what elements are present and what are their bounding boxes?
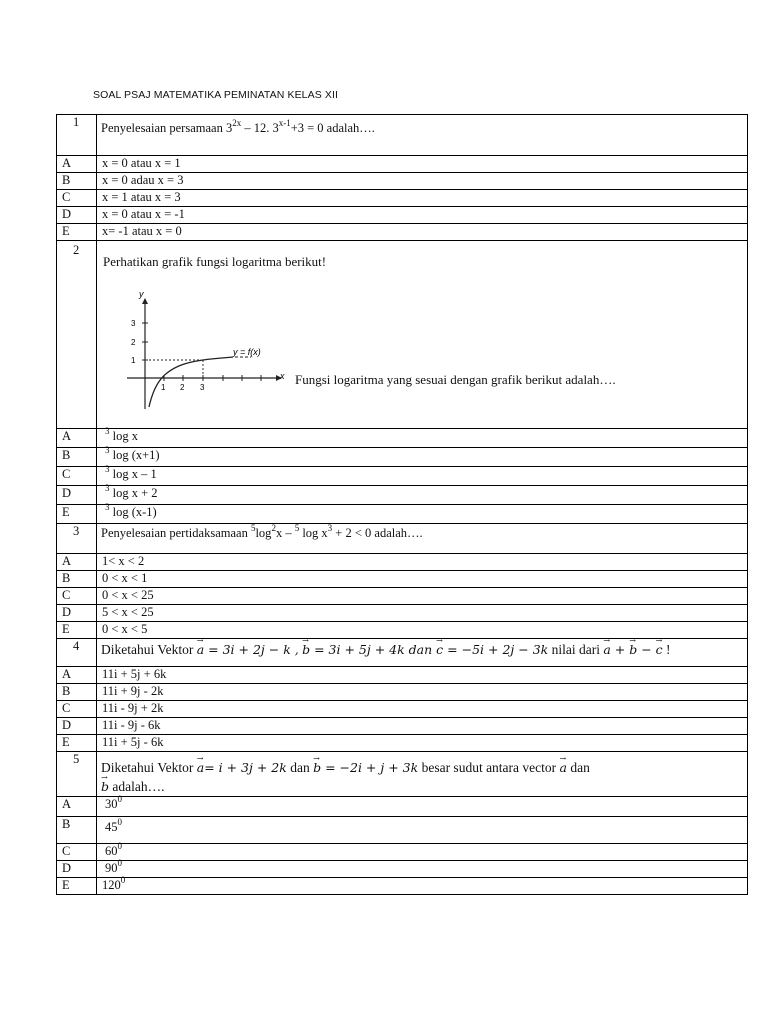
option-row[interactable] — [57, 844, 748, 861]
option-letter: E — [57, 735, 97, 752]
question-number: 5 — [57, 752, 97, 797]
option-row[interactable] — [57, 622, 748, 639]
option-letter: E — [57, 505, 97, 524]
x-tick-label: 2 — [180, 383, 185, 392]
option-letter: B — [57, 817, 97, 844]
question-text: Perhatikan grafik fungsi logaritma berikut! — [103, 254, 327, 269]
log-graph — [121, 281, 311, 411]
option-text: $^3$ log x — [97, 429, 748, 448]
option-text: x = 0 atau x = -1 — [97, 207, 748, 224]
option-row[interactable] — [57, 224, 748, 241]
option-row[interactable] — [57, 173, 748, 190]
question-number: 2 — [57, 241, 97, 429]
option-text: 11i + 5j - 6k — [97, 735, 748, 752]
question-row — [57, 639, 748, 667]
option-row[interactable] — [57, 207, 748, 224]
option-letter: A — [57, 797, 97, 817]
option-letter: D — [57, 486, 97, 505]
option-row[interactable] — [57, 797, 748, 817]
option-row[interactable] — [57, 878, 748, 895]
x-axis-label: x — [280, 371, 285, 381]
option-letter: D — [57, 718, 97, 735]
option-text: $90^0$ — [97, 861, 748, 878]
option-text: x = 0 adau x = 3 — [97, 173, 748, 190]
option-letter: A — [57, 667, 97, 684]
question-table — [56, 114, 748, 895]
option-text: $^3$ log x – 1 — [97, 467, 748, 486]
option-letter: D — [57, 605, 97, 622]
question-body — [97, 241, 748, 429]
question-row — [57, 752, 748, 797]
question-number: 4 — [57, 639, 97, 667]
option-letter: C — [57, 190, 97, 207]
option-row[interactable] — [57, 605, 748, 622]
option-row[interactable] — [57, 861, 748, 878]
option-letter: B — [57, 684, 97, 701]
option-letter: B — [57, 448, 97, 467]
question-text: Penyelesaian pertidaksamaan $^5\log^2x - ^5$ $\log x^3 + 2 < 0$ adalah…. — [97, 524, 748, 554]
option-letter: C — [57, 467, 97, 486]
graph-caption: Fungsi logaritma yang sesuai dengan grafik berikut adalah…. — [295, 372, 616, 387]
document-title: SOAL PSAJ MATEMATIKA PEMINATAN KELAS XII — [93, 89, 338, 101]
option-row[interactable] — [57, 667, 748, 684]
y-tick-label: 2 — [131, 338, 136, 347]
question-number: 1 — [57, 115, 97, 156]
option-text: 11i + 9j - 2k — [97, 684, 748, 701]
option-letter: E — [57, 878, 97, 895]
option-row[interactable] — [57, 448, 748, 467]
curve-label: y = f(x) — [233, 347, 261, 357]
option-text: x= -1 atau x = 0 — [97, 224, 748, 241]
option-letter: A — [57, 156, 97, 173]
option-letter: D — [57, 207, 97, 224]
option-text: 1< x < 2 — [97, 554, 748, 571]
option-letter: D — [57, 861, 97, 878]
option-row[interactable] — [57, 505, 748, 524]
option-row[interactable] — [57, 571, 748, 588]
option-row[interactable] — [57, 190, 748, 207]
option-text: $30^0$ — [97, 797, 748, 817]
option-text: $^3$ log x + 2 — [97, 486, 748, 505]
option-letter: E — [57, 622, 97, 639]
option-row[interactable] — [57, 467, 748, 486]
option-row[interactable] — [57, 817, 748, 844]
option-text: x = 1 atau x = 3 — [97, 190, 748, 207]
option-letter: C — [57, 588, 97, 605]
y-axis-label: y — [139, 289, 144, 299]
option-text: $45^0$ — [97, 817, 748, 844]
option-text: 5 < x < 25 — [97, 605, 748, 622]
option-row[interactable] — [57, 701, 748, 718]
question-text: Diketahui Vektor → a= i + 3j + 2k dan → b = −2i + j + 3k besar sudut antara vector → a dan → b adalah…. — [97, 752, 748, 797]
option-text: $120^0$ — [97, 878, 748, 895]
option-row[interactable] — [57, 684, 748, 701]
option-text: 0 < x < 25 — [97, 588, 748, 605]
question-text: Penyelesaian persamaan $3^{2x} - 12$. $3^{x-1}+3 = 0$ adalah…. — [97, 115, 748, 156]
option-text: $60^0$ — [97, 844, 748, 861]
option-row[interactable] — [57, 486, 748, 505]
option-text: 11i - 9j - 6k — [97, 718, 748, 735]
option-letter: E — [57, 224, 97, 241]
option-text: 11i + 5j + 6k — [97, 667, 748, 684]
option-text: $^3$ log (x+1) — [97, 448, 748, 467]
option-letter: C — [57, 701, 97, 718]
option-letter: B — [57, 173, 97, 190]
option-letter: C — [57, 844, 97, 861]
question-row — [57, 241, 748, 429]
y-tick-label: 3 — [131, 319, 136, 328]
question-number: 3 — [57, 524, 97, 554]
log-curve — [149, 357, 233, 407]
question-row — [57, 524, 748, 554]
option-text: x = 0 atau x = 1 — [97, 156, 748, 173]
option-row[interactable] — [57, 735, 748, 752]
option-letter: B — [57, 571, 97, 588]
option-row[interactable] — [57, 554, 748, 571]
option-text: 11i - 9j + 2k — [97, 701, 748, 718]
option-text: 0 < x < 1 — [97, 571, 748, 588]
option-letter: A — [57, 429, 97, 448]
question-text: Diketahui Vektor → a = 3i + 2j − k , → b = 3i + 5j + 4k dan → c = −5i + 2j − 3k nilai dari → a + → b − → c ! — [97, 639, 748, 667]
x-tick-label: 3 — [200, 383, 205, 392]
y-tick-label: 1 — [131, 356, 136, 365]
option-row[interactable] — [57, 588, 748, 605]
x-tick-label: 1 — [161, 383, 166, 392]
option-text: $^3$ log (x-1) — [97, 505, 748, 524]
option-row[interactable] — [57, 429, 748, 448]
question-row — [57, 115, 748, 156]
option-row[interactable] — [57, 718, 748, 735]
option-letter: A — [57, 554, 97, 571]
option-row[interactable] — [57, 156, 748, 173]
option-text: 0 < x < 5 — [97, 622, 748, 639]
